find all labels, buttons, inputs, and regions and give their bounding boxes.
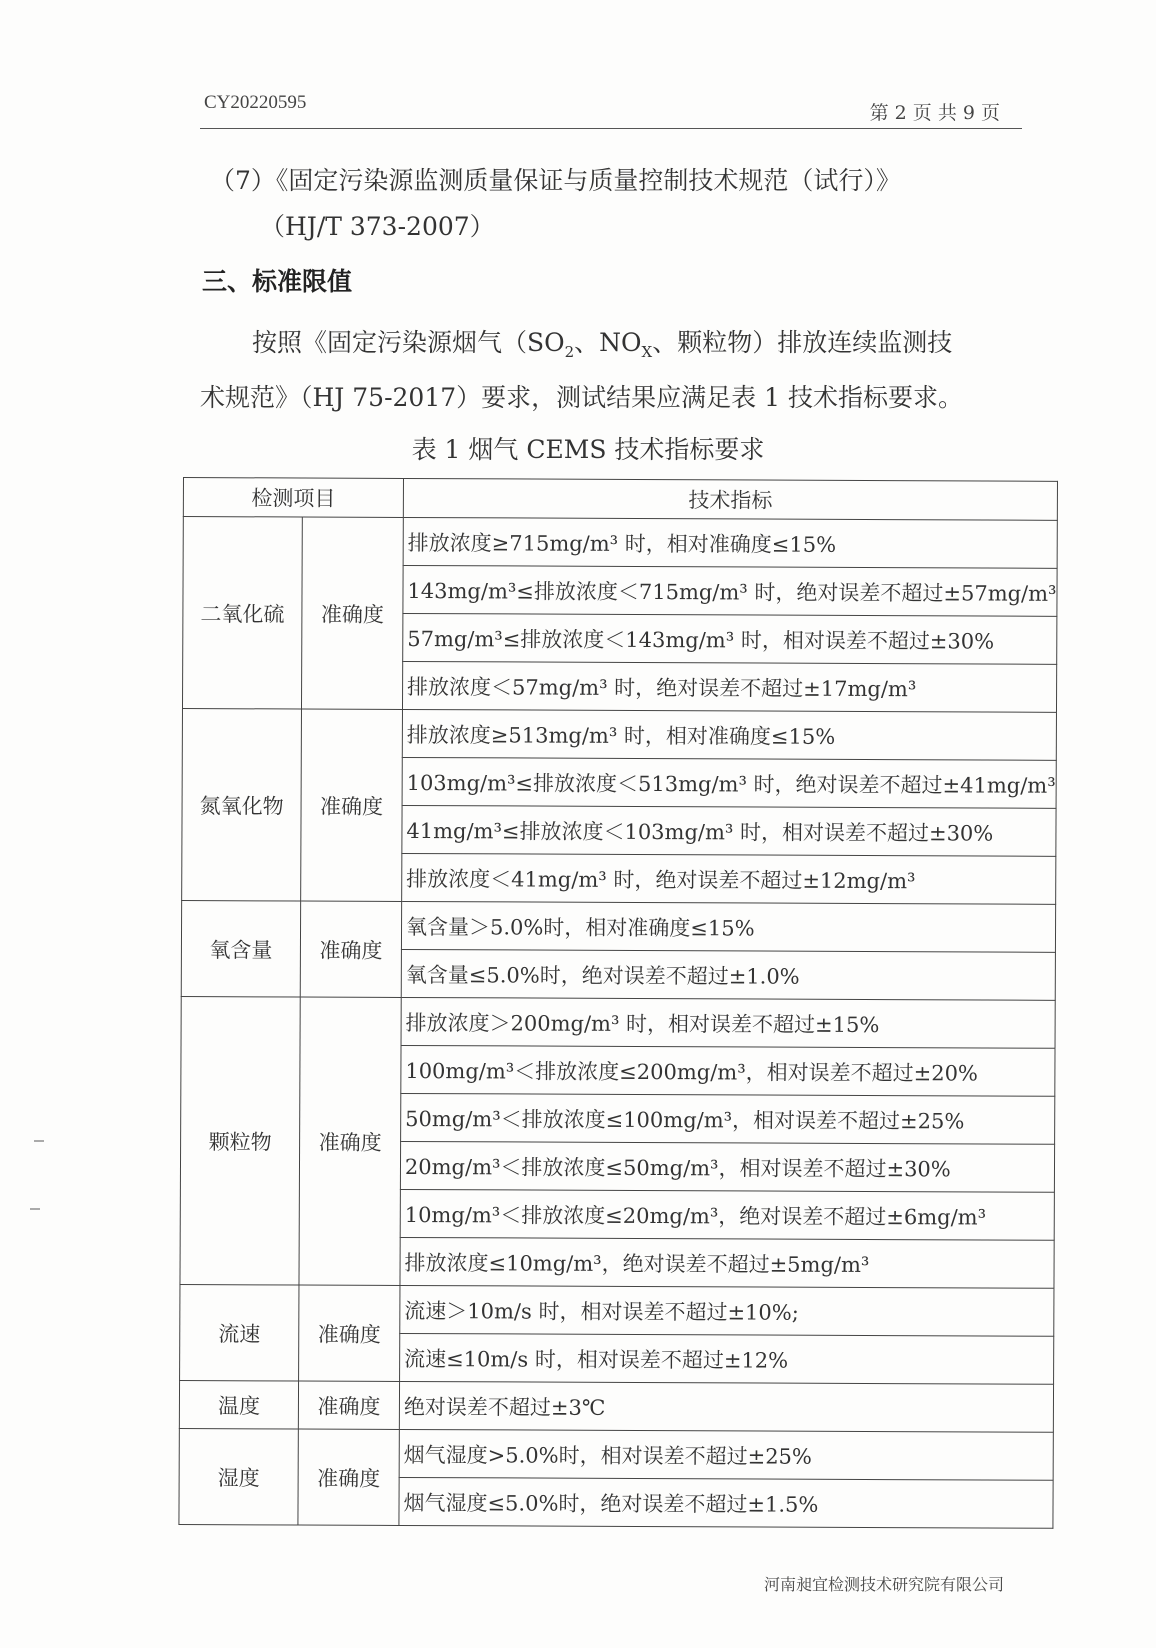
table-caption: 表 1 烟气 CEMS 技术指标要求	[411, 435, 765, 464]
parameter-name: 湿度	[179, 1428, 298, 1525]
parameter-name: 二氧化硫	[182, 517, 302, 710]
spec-requirement: 烟气湿度≤5.0%时，绝对误差不超过±1.5%	[399, 1477, 1053, 1528]
table-row	[182, 709, 1056, 761]
spec-requirement: 41mg/m³≤排放浓度＜103mg/m³ 时，相对误差不超过±30%	[402, 805, 1056, 856]
scan-artifact	[30, 1208, 40, 1210]
indicator-type: 准确度	[299, 997, 401, 1285]
indicator-type: 准确度	[300, 901, 401, 997]
parameter-name: 颗粒物	[180, 996, 300, 1285]
table-body	[179, 517, 1057, 1529]
reference-item	[200, 158, 1030, 250]
spec-requirement: 排放浓度≥513mg/m³ 时，相对准确度≤15%	[402, 709, 1056, 760]
header-spec: 技术指标	[403, 478, 1057, 520]
header-item: 检测项目	[183, 478, 403, 518]
parameter-name: 温度	[179, 1380, 298, 1429]
table-row	[181, 900, 1055, 952]
paragraph-line-1: 按照《固定污染源烟气（$SO_2$、$NO_X$、颗粒物）排放连续监测技	[252, 328, 953, 361]
spec-requirement: 氧含量≤5.0%时，绝对误差不超过±1.0%	[401, 949, 1055, 1000]
indicator-type: 准确度	[298, 1381, 399, 1429]
parameter-name: 氮氧化物	[182, 709, 302, 902]
section-title: 三、标准限值	[202, 267, 353, 296]
spec-requirement: 流速＞10m/s 时，相对误差不超过±10%;	[400, 1285, 1054, 1336]
spec-requirement: 绝对误差不超过±3℃	[399, 1381, 1053, 1432]
paragraph-line-2: 术规范》（HJ 75-2017）要求，测试结果应满足表 1 技术指标要求。	[200, 383, 963, 412]
intro-paragraph	[200, 320, 1030, 421]
scan-artifact	[34, 1140, 44, 1142]
spec-requirement: 流速≤10m/s 时，相对误差不超过±12%	[400, 1333, 1054, 1384]
spec-requirement: 排放浓度≥715mg/m³ 时，相对准确度≤15%	[403, 517, 1057, 568]
parameter-name: 氧含量	[181, 900, 300, 997]
spec-requirement: 10mg/m³＜排放浓度≤20mg/m³，绝对误差不超过±6mg/m³	[400, 1189, 1054, 1240]
spec-requirement: 排放浓度＜57mg/m³ 时，绝对误差不超过±17mg/m³	[402, 661, 1056, 712]
company-footer: 河南昶宜检测技术研究院有限公司	[763, 1575, 1004, 1594]
page-number: 第 2 页 共 9 页	[869, 102, 1000, 124]
indicator-type: 准确度	[299, 1285, 400, 1381]
indicator-type: 准确度	[298, 1429, 399, 1525]
spec-table	[178, 477, 1058, 1529]
table-row	[181, 996, 1055, 1048]
table-row	[179, 1380, 1053, 1432]
table-row	[179, 1428, 1053, 1480]
spec-requirement: 143mg/m³≤排放浓度＜715mg/m³ 时，绝对误差不超过±57mg/m³	[403, 565, 1057, 616]
document-id: CY20220595	[204, 92, 307, 113]
table-header-row	[183, 478, 1057, 521]
spec-requirement: 排放浓度＞200mg/m³ 时，相对误差不超过±15%	[401, 997, 1055, 1048]
indicator-type: 准确度	[302, 517, 404, 709]
reference-code: （HJ/T 373-2007）	[260, 212, 495, 241]
parameter-name: 流速	[180, 1284, 299, 1381]
spec-requirement: 103mg/m³≤排放浓度＜513mg/m³ 时，绝对误差不超过±41mg/m³	[402, 757, 1056, 808]
table-row	[183, 517, 1057, 569]
page-header	[200, 88, 1022, 129]
spec-requirement: 烟气湿度>5.0%时，相对误差不超过±25%	[399, 1429, 1053, 1480]
spec-requirement: 排放浓度≤10mg/m³，绝对误差不超过±5mg/m³	[400, 1237, 1054, 1288]
spec-requirement: 氧含量＞5.0%时，相对准确度≤15%	[401, 901, 1055, 952]
spec-requirement: 20mg/m³＜排放浓度≤50mg/m³，相对误差不超过±30%	[400, 1141, 1054, 1192]
indicator-type: 准确度	[301, 709, 403, 901]
table-row	[180, 1284, 1054, 1336]
spec-requirement: 57mg/m³≤排放浓度＜143mg/m³ 时，相对误差不超过±30%	[403, 613, 1057, 664]
spec-requirement: 100mg/m³＜排放浓度≤200mg/m³，相对误差不超过±20%	[401, 1045, 1055, 1096]
reference-title: （7）《固定污染源监测质量保证与质量控制技术规范（试行）》	[210, 166, 901, 195]
spec-requirement: 排放浓度＜41mg/m³ 时，绝对误差不超过±12mg/m³	[402, 853, 1056, 904]
spec-requirement: 50mg/m³＜排放浓度≤100mg/m³，相对误差不超过±25%	[401, 1093, 1055, 1144]
